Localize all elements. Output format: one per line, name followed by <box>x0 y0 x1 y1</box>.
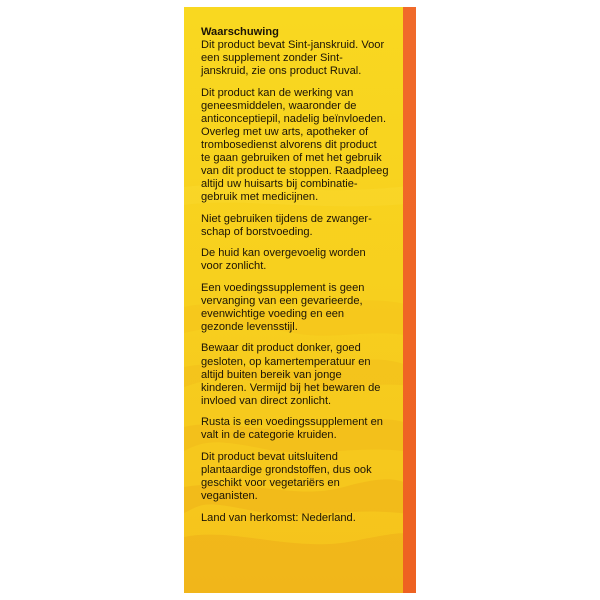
text-line: voor zonlicht. <box>201 260 267 273</box>
warning-title: Waarschuwing <box>201 26 279 38</box>
text-line: vervanging van een gevarieerde, <box>201 294 363 307</box>
paragraph-category <box>201 416 403 442</box>
paragraph-origin <box>201 512 403 525</box>
text-line: De huid kan overgevoelig worden <box>201 247 366 260</box>
product-label-panel <box>184 7 416 593</box>
paragraph-sint-janskruid <box>201 39 403 78</box>
paragraph-interactions <box>201 87 403 204</box>
text-line: Bewaar dit product donker, goed <box>201 342 361 355</box>
text-line: Dit product bevat uitsluitend <box>201 450 338 463</box>
text-line: Land van herkomst: Nederland. <box>201 511 356 524</box>
paragraph-vegan <box>201 451 403 503</box>
paragraph-sunlight-sensitivity <box>201 247 403 273</box>
text-line: Rusta is een voedingssupplement en <box>201 416 383 429</box>
text-line: veganisten. <box>201 489 258 502</box>
text-line: geneesmiddelen, waaronder de <box>201 99 357 112</box>
paragraph-supplement-notice <box>201 282 403 334</box>
orange-edge-stripe <box>403 7 416 593</box>
text-line: gesloten, op kamertemperatuur en <box>201 355 371 368</box>
text-line: gezonde levensstijl. <box>201 320 298 333</box>
text-line: plantaardige grondstoffen, dus ook <box>201 463 372 476</box>
text-line: altijd buiten bereik van jonge <box>201 368 342 381</box>
text-line: gebruik met medicijnen. <box>201 191 319 204</box>
text-line: Dit product bevat Sint-janskruid. Voor <box>201 39 385 52</box>
text-line: een supplement zonder Sint- <box>201 52 343 65</box>
warning-text-block <box>201 26 403 533</box>
paragraph-pregnancy <box>201 213 403 239</box>
text-line: trombosedienst alvorens dit product <box>201 138 377 151</box>
text-line: altijd uw huisarts bij combinatie- <box>201 178 358 191</box>
text-line: valt in de categorie kruiden. <box>201 429 337 442</box>
text-line: invloed van direct zonlicht. <box>201 394 332 407</box>
text-line: anticonceptiepil, nadelig beïnvloeden. <box>201 112 387 125</box>
text-line: kinderen. Vermijd bij het bewaren de <box>201 381 381 394</box>
text-line: Een voedingssupplement is geen <box>201 281 365 294</box>
text-line: te gaan gebruiken of met het gebruik <box>201 151 382 164</box>
text-line: geschikt voor vegetariërs en <box>201 476 340 489</box>
text-line: Niet gebruiken tijdens de zwanger- <box>201 212 372 225</box>
paragraph-storage <box>201 342 403 407</box>
text-line: evenwichtige voeding en een <box>201 307 345 320</box>
text-line: Overleg met uw arts, apotheker of <box>201 125 369 138</box>
text-line: van dit product te stoppen. Raadpleeg <box>201 164 389 177</box>
text-line: Dit product kan de werking van <box>201 86 354 99</box>
text-line: schap of borstvoeding. <box>201 225 313 238</box>
text-line: janskruid, zie ons product Ruval. <box>201 65 362 78</box>
